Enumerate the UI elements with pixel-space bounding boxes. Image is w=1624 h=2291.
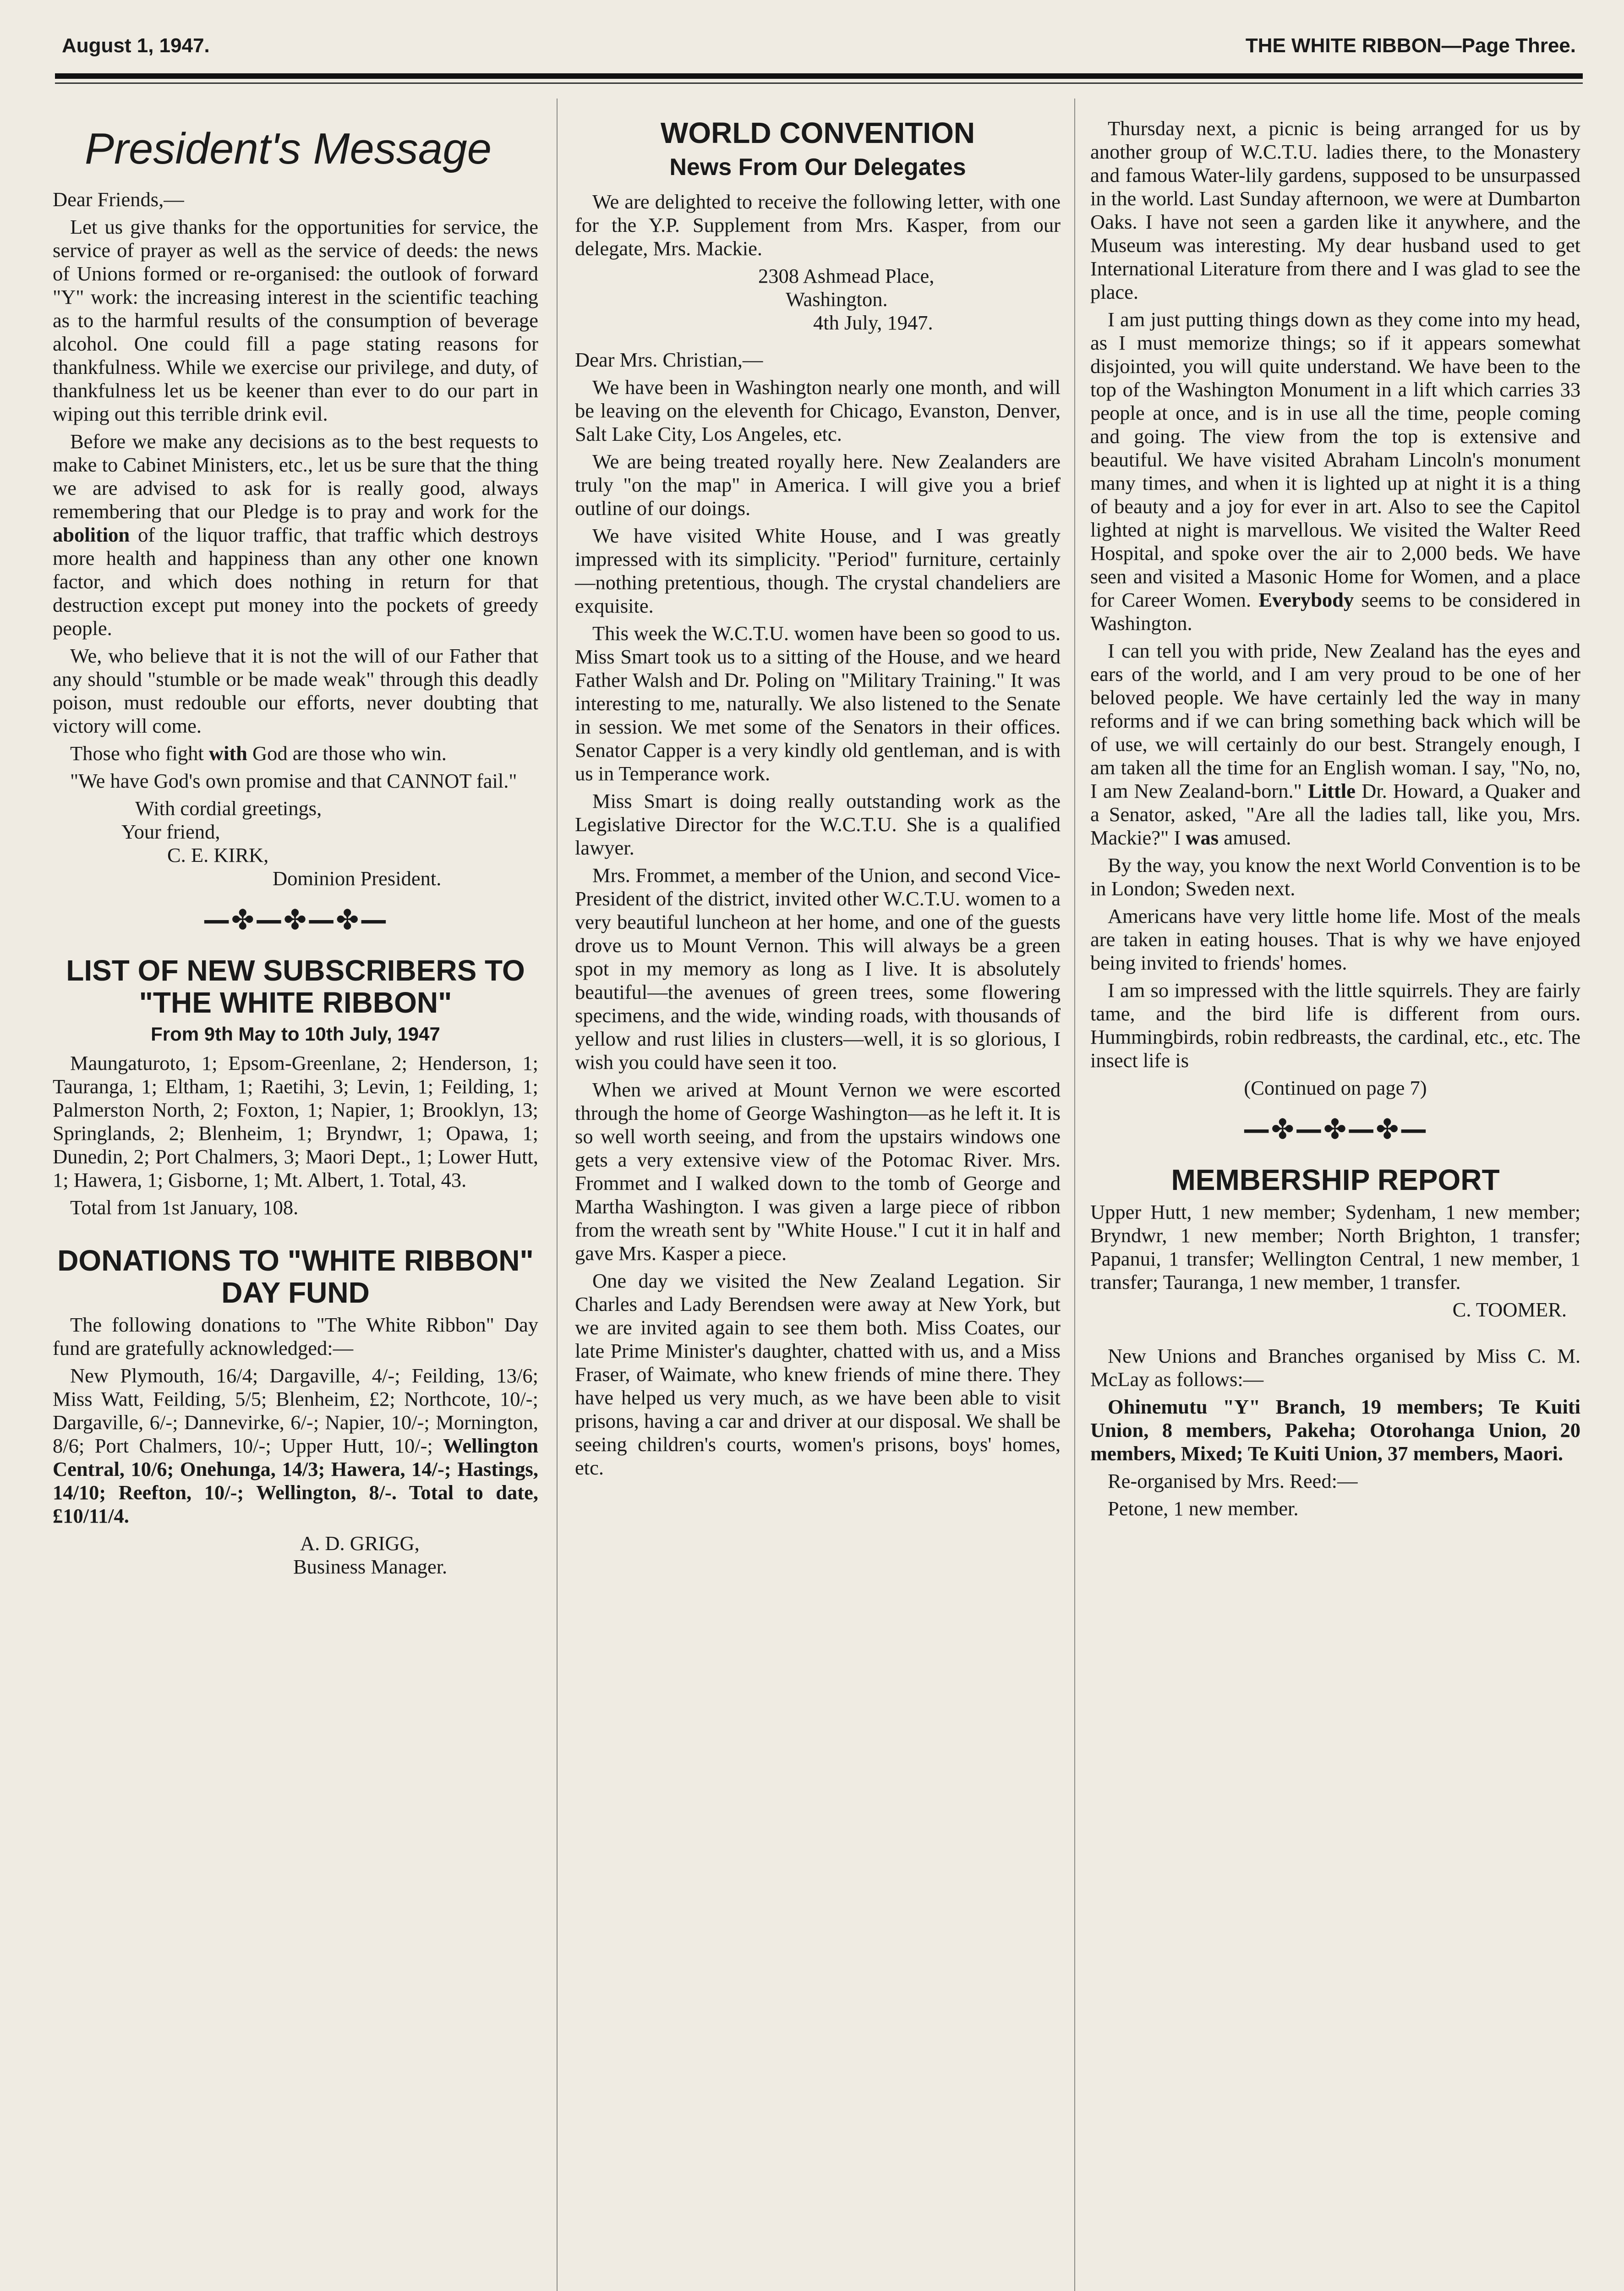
paragraph: One day we visited the New Zealand Legation. Sir Charles and Lady Berendsen were away at New York, but we are invited again to see them both. Miss Coates, our late Prime Minister's daughter, chatted with us, and a Miss Fraser, of Waimate, who knew friends of mine there. They have helped us very much, as we have been able to visit prisons, having a car and driver at our disposal. We shall be seeing children's courts, women's prisons, boys' homes, etc. xyxy=(575,1269,1061,1479)
paragraph xyxy=(53,430,538,640)
paragraph: We, who believe that it is not the will of our Father that any should "stumble or be made weak" through this deadly poison, must redouble our efforts, never doubting that victory will come. xyxy=(53,644,538,737)
paragraph: Let us give thanks for the opportunities for service, the service of prayer as well as the service of deeds: the news of Unions formed or re-organised: the outlook of forward "Y" work: the increasing interest in the scientific teaching as to the harmful results of the consumption of beverage alcohol. One could fill a page stating reasons for thankfulness. While we exercise our privilege, and duty, of thankfulness let us be keener than ever to do our part in wiping out this terrible drink evil. xyxy=(53,215,538,425)
address-line: 2308 Ashmead Place, xyxy=(758,264,935,287)
subscribers-title: LIST OF NEW SUBSCRIBERS TO "THE WHITE RIBBON" xyxy=(66,954,525,1019)
subscribers-total: Total from 1st January, 108. xyxy=(70,1196,299,1219)
subscribers-date-range: From 9th May to 10th July, 1947 xyxy=(151,1023,440,1045)
unions-intro: New Unions and Branches organised by Miss C. M. McLay as follows:— xyxy=(1090,1344,1580,1391)
text: seems to be considered in Washington. xyxy=(1090,588,1581,635)
column-2 xyxy=(575,99,1061,1484)
text: Before we make any decisions as to the best requests to make to Cabinet Ministers, etc., let us be sure that the thing we are advised to ask for is really good, always remembering that our Pledge is to pray and work for the xyxy=(53,430,538,523)
signature-line: Your friend, xyxy=(121,820,220,843)
paragraph: Thursday next, a picnic is being arranged for us by another group of W.C.T.U. ladies there, to the Monastery and famous Water-lily gardens, supposed to be unsurpassed in the world. Last Sunday afternoon, we were at Dumbarton Oaks. I have not seen a garden like it anywhere, and the Museum was interesting. My dear husband used to get International Literature from there and I was glad to see the place. xyxy=(1090,117,1580,303)
header-rule-thin xyxy=(55,82,1583,84)
donations-list xyxy=(53,1364,538,1528)
page-title: THE WHITE RIBBON—Page Three. xyxy=(1245,34,1576,57)
ornament-divider: —✤—✤—✤— xyxy=(202,904,388,936)
donations-intro: The following donations to "The White Ribbon" Day fund are gratefully acknowledged:— xyxy=(53,1313,538,1359)
salutation: Dear Mrs. Christian,— xyxy=(575,348,763,371)
text: of the liquor traffic, that traffic which destroys more health and happiness than any other one known factor, and which does nothing in return for that destruction except put money into the pockets of greedy people. xyxy=(53,523,539,640)
paragraph: When we arived at Mount Vernon we were escorted through the home of George Washington—as he left it. It is so well worth seeing, and from the upstairs windows one gets a very extensive view of the Potomac River. Mrs. Frommet and I walked down to the tomb of George and Martha Washington. I was given a large piece of ribbon from the wreath sent by "White House." I cut it in half and gave Mrs. Kasper a piece. xyxy=(575,1078,1061,1265)
page-header xyxy=(62,25,1576,76)
petone-line: Petone, 1 new member. xyxy=(1108,1497,1299,1520)
bold-text: abolition xyxy=(53,523,130,546)
salutation: Dear Friends,— xyxy=(53,188,184,211)
convention-subtitle: News From Our Delegates xyxy=(669,154,966,181)
ornament-divider: —✤—✤—✤— xyxy=(1242,1113,1428,1146)
bold-text: with xyxy=(208,742,247,765)
subscribers-list: Maungaturoto, 1; Epsom-Greenlane, 2; Henderson, 1; Tauranga, 1; Eltham, 1; Raetihi, 3; Levin, 1; Feilding, 1; Palmerston North, 2; Foxton, 1; Napier, 1; Brooklyn, 13; Springlands, 2; Blenheim, 1; Bryndwr, 1; Opawa, 1; Dunedin, 2; Port Chalmers, 3; Maori Dept., 1; Lower Hutt, 1; Hawera, 1; Gisborne, 1; Mt. Albert, 1. Total, 43. xyxy=(53,1052,538,1191)
paragraph: Americans have very little home life. Most of the meals are taken in eating houses. That is why we have enjoyed being invited to friends' homes. xyxy=(1090,904,1580,974)
bold-text: Little xyxy=(1308,779,1356,802)
bold-text: Wellington Central, 10/6; Onehunga, 14/3; Hawera, 14/-; Hastings, 14/10; Reefton, 10/-; Wellington, 8/-. Total to date, £10/11/4. xyxy=(53,1434,538,1527)
signature-line: With cordial greetings, xyxy=(135,797,322,820)
paragraph: We have been in Washington nearly one month, and will be leaving on the eleventh for Chicago, Evanston, Denver, Salt Lake City, Los Angeles, etc. xyxy=(575,376,1061,445)
header-rule xyxy=(55,73,1583,79)
paragraph: We are delighted to receive the following letter, with one for the Y.P. Supplement from Mrs. Kasper, from our delegate, Mrs. Mackie. xyxy=(575,190,1061,260)
continued-note: (Continued on page 7) xyxy=(1244,1076,1427,1099)
bold-text: was xyxy=(1186,826,1219,849)
paragraph xyxy=(1090,639,1580,850)
text: God are those who win. xyxy=(252,742,447,765)
paragraph: Mrs. Frommet, a member of the Union, and second Vice-President of the district, invited other W.C.T.U. women to a very beautiful luncheon at her home, and one of the guests drove us to Mount Vernon. This will always be a green spot in my memory as long as I live. It is absolutely beautiful—the avenues of green trees, some flowering specimens, and the wide, winding roads, with thousands of yellow and rust lilies in clusters—well, it is so glorious, I wish you could have seen it too. xyxy=(575,864,1061,1074)
text: amused. xyxy=(1224,826,1291,849)
text: New Plymouth, 16/4; Dargaville, 4/-; Feilding, 13/6; Miss Watt, Feilding, 5/5; Blenheim, £2; Northcote, 10/-; Dargaville, 6/-; Dannevirke, 6/-; Napier, 10/-; Mornington, 8/6; Port Chalmers, 10/-; Upper Hutt, 10/-; xyxy=(53,1364,538,1457)
convention-title: WORLD CONVENTION xyxy=(660,116,975,149)
membership-signature: C. TOOMER. xyxy=(1452,1298,1567,1321)
presidents-message-title: President's Message xyxy=(85,124,492,173)
signature-line: Business Manager. xyxy=(293,1555,448,1578)
column-3 xyxy=(1090,99,1580,1524)
address-line: Washington. xyxy=(786,288,888,311)
signature-line: C. E. KIRK, xyxy=(167,844,269,866)
column-divider xyxy=(1074,99,1075,2291)
text: Dr. Howard, a Quaker and a Senator, asked, "Are all the ladies tall, like you, Mrs. Mackie?" I xyxy=(1090,779,1581,849)
column-1 xyxy=(53,99,538,1583)
reorganised-line: Re-organised by Mrs. Reed:— xyxy=(1108,1469,1358,1492)
paragraph: By the way, you know the next World Convention is to be in London; Sweden next. xyxy=(1090,854,1580,900)
text: Those who fight xyxy=(70,742,204,765)
address-line: 4th July, 1947. xyxy=(813,311,933,334)
paragraph: We have visited White House, and I was greatly impressed with its simplicity. "Period" furniture, certainly—nothing pretentious, though. The crystal chandeliers are exquisite. xyxy=(575,524,1061,617)
column-divider xyxy=(557,99,558,2291)
signature-line: A. D. GRIGG, xyxy=(300,1532,420,1555)
text: I can tell you with pride, New Zealand has the eyes and ears of the world, and I am very proud to be one of her beloved people. We have certainly led the way in many reforms and if we can bring something back which will be of use, we will certainly do our best. Strangely enough, I am taken all the time for an English woman. I say, "No, no, I am New Zealand-born." xyxy=(1090,639,1580,802)
paragraph: "We have God's own promise and that CANNOT fail." xyxy=(70,769,517,792)
paragraph: I am so impressed with the little squirrels. They are fairly tame, and the bird life is different from ours. Hummingbirds, robin redbreasts, the cardinal, etc., etc. The insect life is xyxy=(1090,979,1580,1072)
bold-text: Everybody xyxy=(1258,588,1354,611)
paragraph xyxy=(1090,308,1580,635)
paragraph: This week the W.C.T.U. women have been so good to us. Miss Smart took us to a sitting of the House, and we heard Father Walsh and Dr. Poling on "Military Training." It was interesting to me, naturally. We also listened to the Senate in session. We met some of the Senators in their offices. Senator Capper is a very kindly old gentleman, and is with us in Temperance work. xyxy=(575,622,1061,785)
membership-title: MEMBERSHIP REPORT xyxy=(1171,1163,1500,1196)
paragraph: Miss Smart is doing really outstanding work as the Legislative Director for the W.C.T.U. She is a qualified lawyer. xyxy=(575,789,1061,859)
donations-title: DONATIONS TO "WHITE RIBBON" DAY FUND xyxy=(57,1244,534,1309)
paragraph: We are being treated royally here. New Zealanders are truly "on the map" in America. I will give you a brief outline of our doings. xyxy=(575,450,1061,520)
signature-line: Dominion President. xyxy=(273,867,442,890)
unions-list: Ohinemutu "Y" Branch, 19 members; Te Kuiti Union, 8 members, Pakeha; Otorohanga Union, 20 members, Mixed; Te Kuiti Union, 37 members, Maori. xyxy=(1090,1395,1580,1465)
membership-list: Upper Hutt, 1 new member; Sydenham, 1 new member; Bryndwr, 1 new member; North Brighton, 1 transfer; Papanui, 1 transfer; Wellington Central, 1 new member, 1 transfer; Tauranga, 1 new member, 1 transfer. xyxy=(1090,1200,1580,1293)
text: I am just putting things down as they come into my head, as I must memorize things; so if it appears somewhat disjointed, you will quite understand. We have been to the top of the Washington Monument in a lift which carries 33 people at once, and is in use all the time, people coming and going. The view from the top is extensive and beautiful. We have visited Abraham Lincoln's monument many times, and when it is lighted up at night it is a thing of beauty and a joy for ever in art. Also to see the Capitol lighted at night is marvellous. We visited the Walter Reed Hospital, and spoke over the air to 2,000 beds. We have seen and visited a Masonic Home for Women, and a place for Career Women. xyxy=(1090,308,1580,611)
issue-date: August 1, 1947. xyxy=(62,34,210,57)
paragraph xyxy=(53,742,538,765)
